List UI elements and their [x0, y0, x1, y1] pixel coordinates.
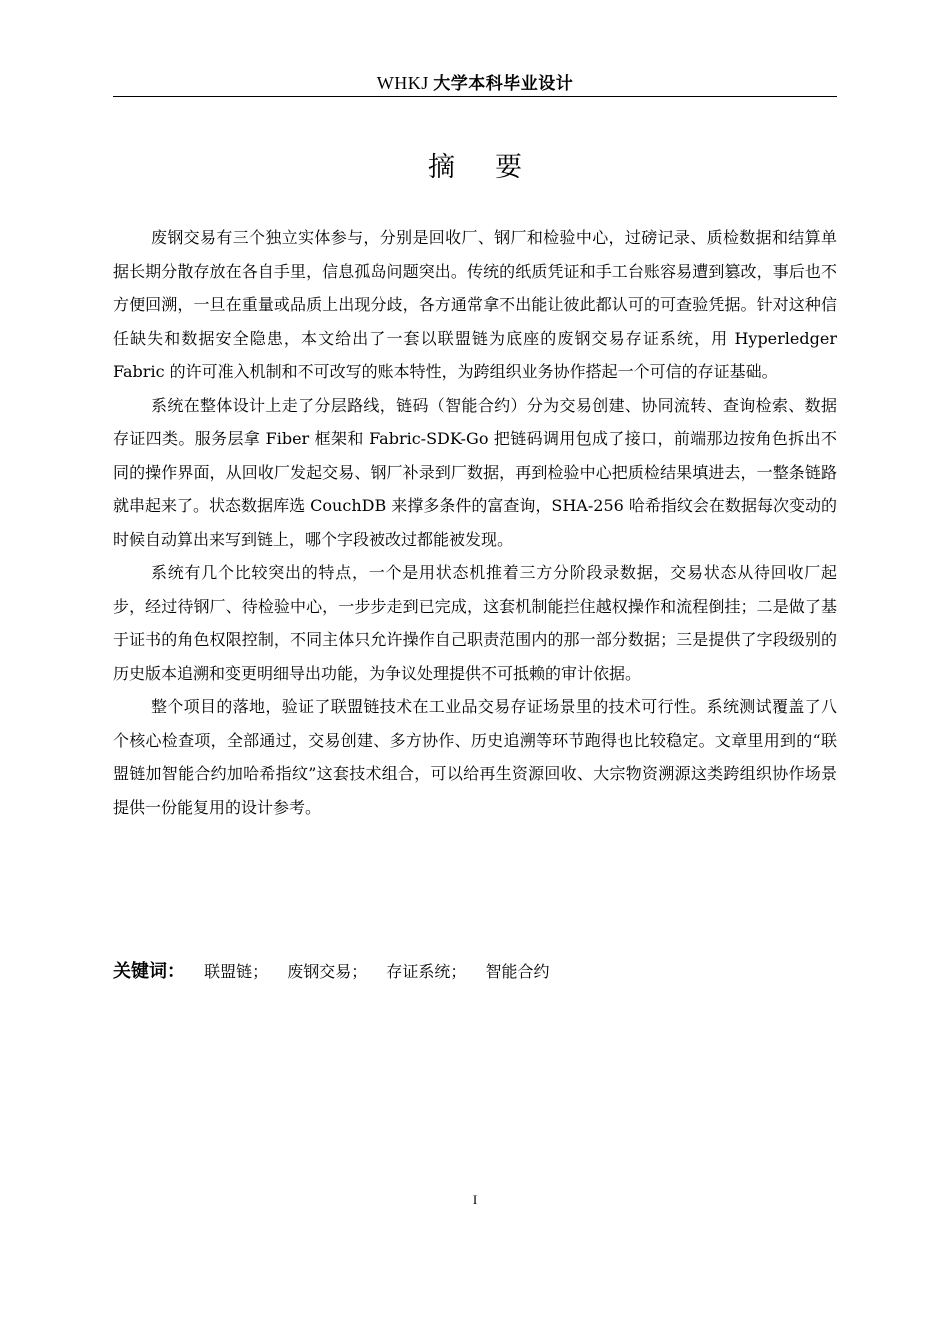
keyword-item: 废钢交易 — [287, 962, 352, 981]
keyword-item: 存证系统 — [386, 962, 451, 981]
abstract-body — [113, 221, 837, 824]
abstract-title: 摘要 — [428, 152, 562, 183]
page-number: I — [472, 1192, 478, 1207]
header-divider — [113, 96, 837, 97]
abstract-paragraph-3: 系统有几个比较突出的特点，一个是用状态机推着三方分阶段录数据，交易状态从待回收厂起步，经过待钢厂、待检验中心，一步步走到已完成，这套机制能拦住越权操作和流程倒挂；二是做了基于证书的角色权限控制，不同主体只允许操作自己职责范围内的那一部分数据；三是提供了字段级别的历史版本追溯和变更明细导出功能，为争议处理提供不可抵赖的审计依据。 — [113, 563, 837, 683]
header-title: 大学本科毕业设计 — [433, 74, 574, 94]
keyword-item: 智能合约 — [485, 962, 550, 981]
abstract-paragraph-1: 废钢交易有三个独立实体参与，分别是回收厂、钢厂和检验中心，过磅记录、质检数据和结算单据长期分散存放在各自手里，信息孤岛问题突出。传统的纸质凭证和手工台账容易遭到篡改，事后也不方便回溯，一旦在重量或品质上出现分歧，各方通常拿不出能让彼此都认可的可查验凭据。针对这种信任缺失和数据安全隐患，本文给出了一套以联盟链为底座的废钢交易存证系统，用 Hyperledger Fabric 的许可准入机制和不可改写的账本特性，为跨组织业务协作搭起一个可信的存证基础。 — [113, 228, 837, 381]
keyword-separator: ； — [450, 962, 467, 981]
keyword-separator: ； — [351, 962, 368, 981]
abstract-paragraph-4: 整个项目的落地，验证了联盟链技术在工业品交易存证场景里的技术可行性。系统测试覆盖了八个核心检查项，全部通过，交易创建、多方协作、历史追溯等环节跑得也比较稳定。文章里用到的“联盟链加智能合约加哈希指纹”这套技术组合，可以给再生资源回收、大宗物资溯源这类跨组织协作场景提供一份能复用的设计参考。 — [113, 697, 837, 817]
keyword-item: 联盟链 — [204, 962, 253, 981]
keywords-label: 关键词： — [113, 961, 185, 982]
keywords-line — [113, 955, 837, 989]
page-header — [113, 70, 837, 97]
keyword-separator: ； — [252, 962, 269, 981]
abstract-paragraph-2: 系统在整体设计上走了分层路线，链码（智能合约）分为交易创建、协同流转、查询检索、数据存证四类。服务层拿 Fiber 框架和 Fabric-SDK-Go 把链码调用包成了接口，前端那边按角色拆出不同的操作界面，从回收厂发起交易、钢厂补录到厂数据，再到检验中心把质检结果填进去，一整条链路就串起来了。状态数据库选 CouchDB 来撑多条件的富查询，SHA-256 哈希指纹会在数据每次变动的时候自动算出来写到链上，哪个字段被改过都能被发现。 — [113, 395, 837, 549]
header-brand: WHKJ — [376, 73, 429, 93]
